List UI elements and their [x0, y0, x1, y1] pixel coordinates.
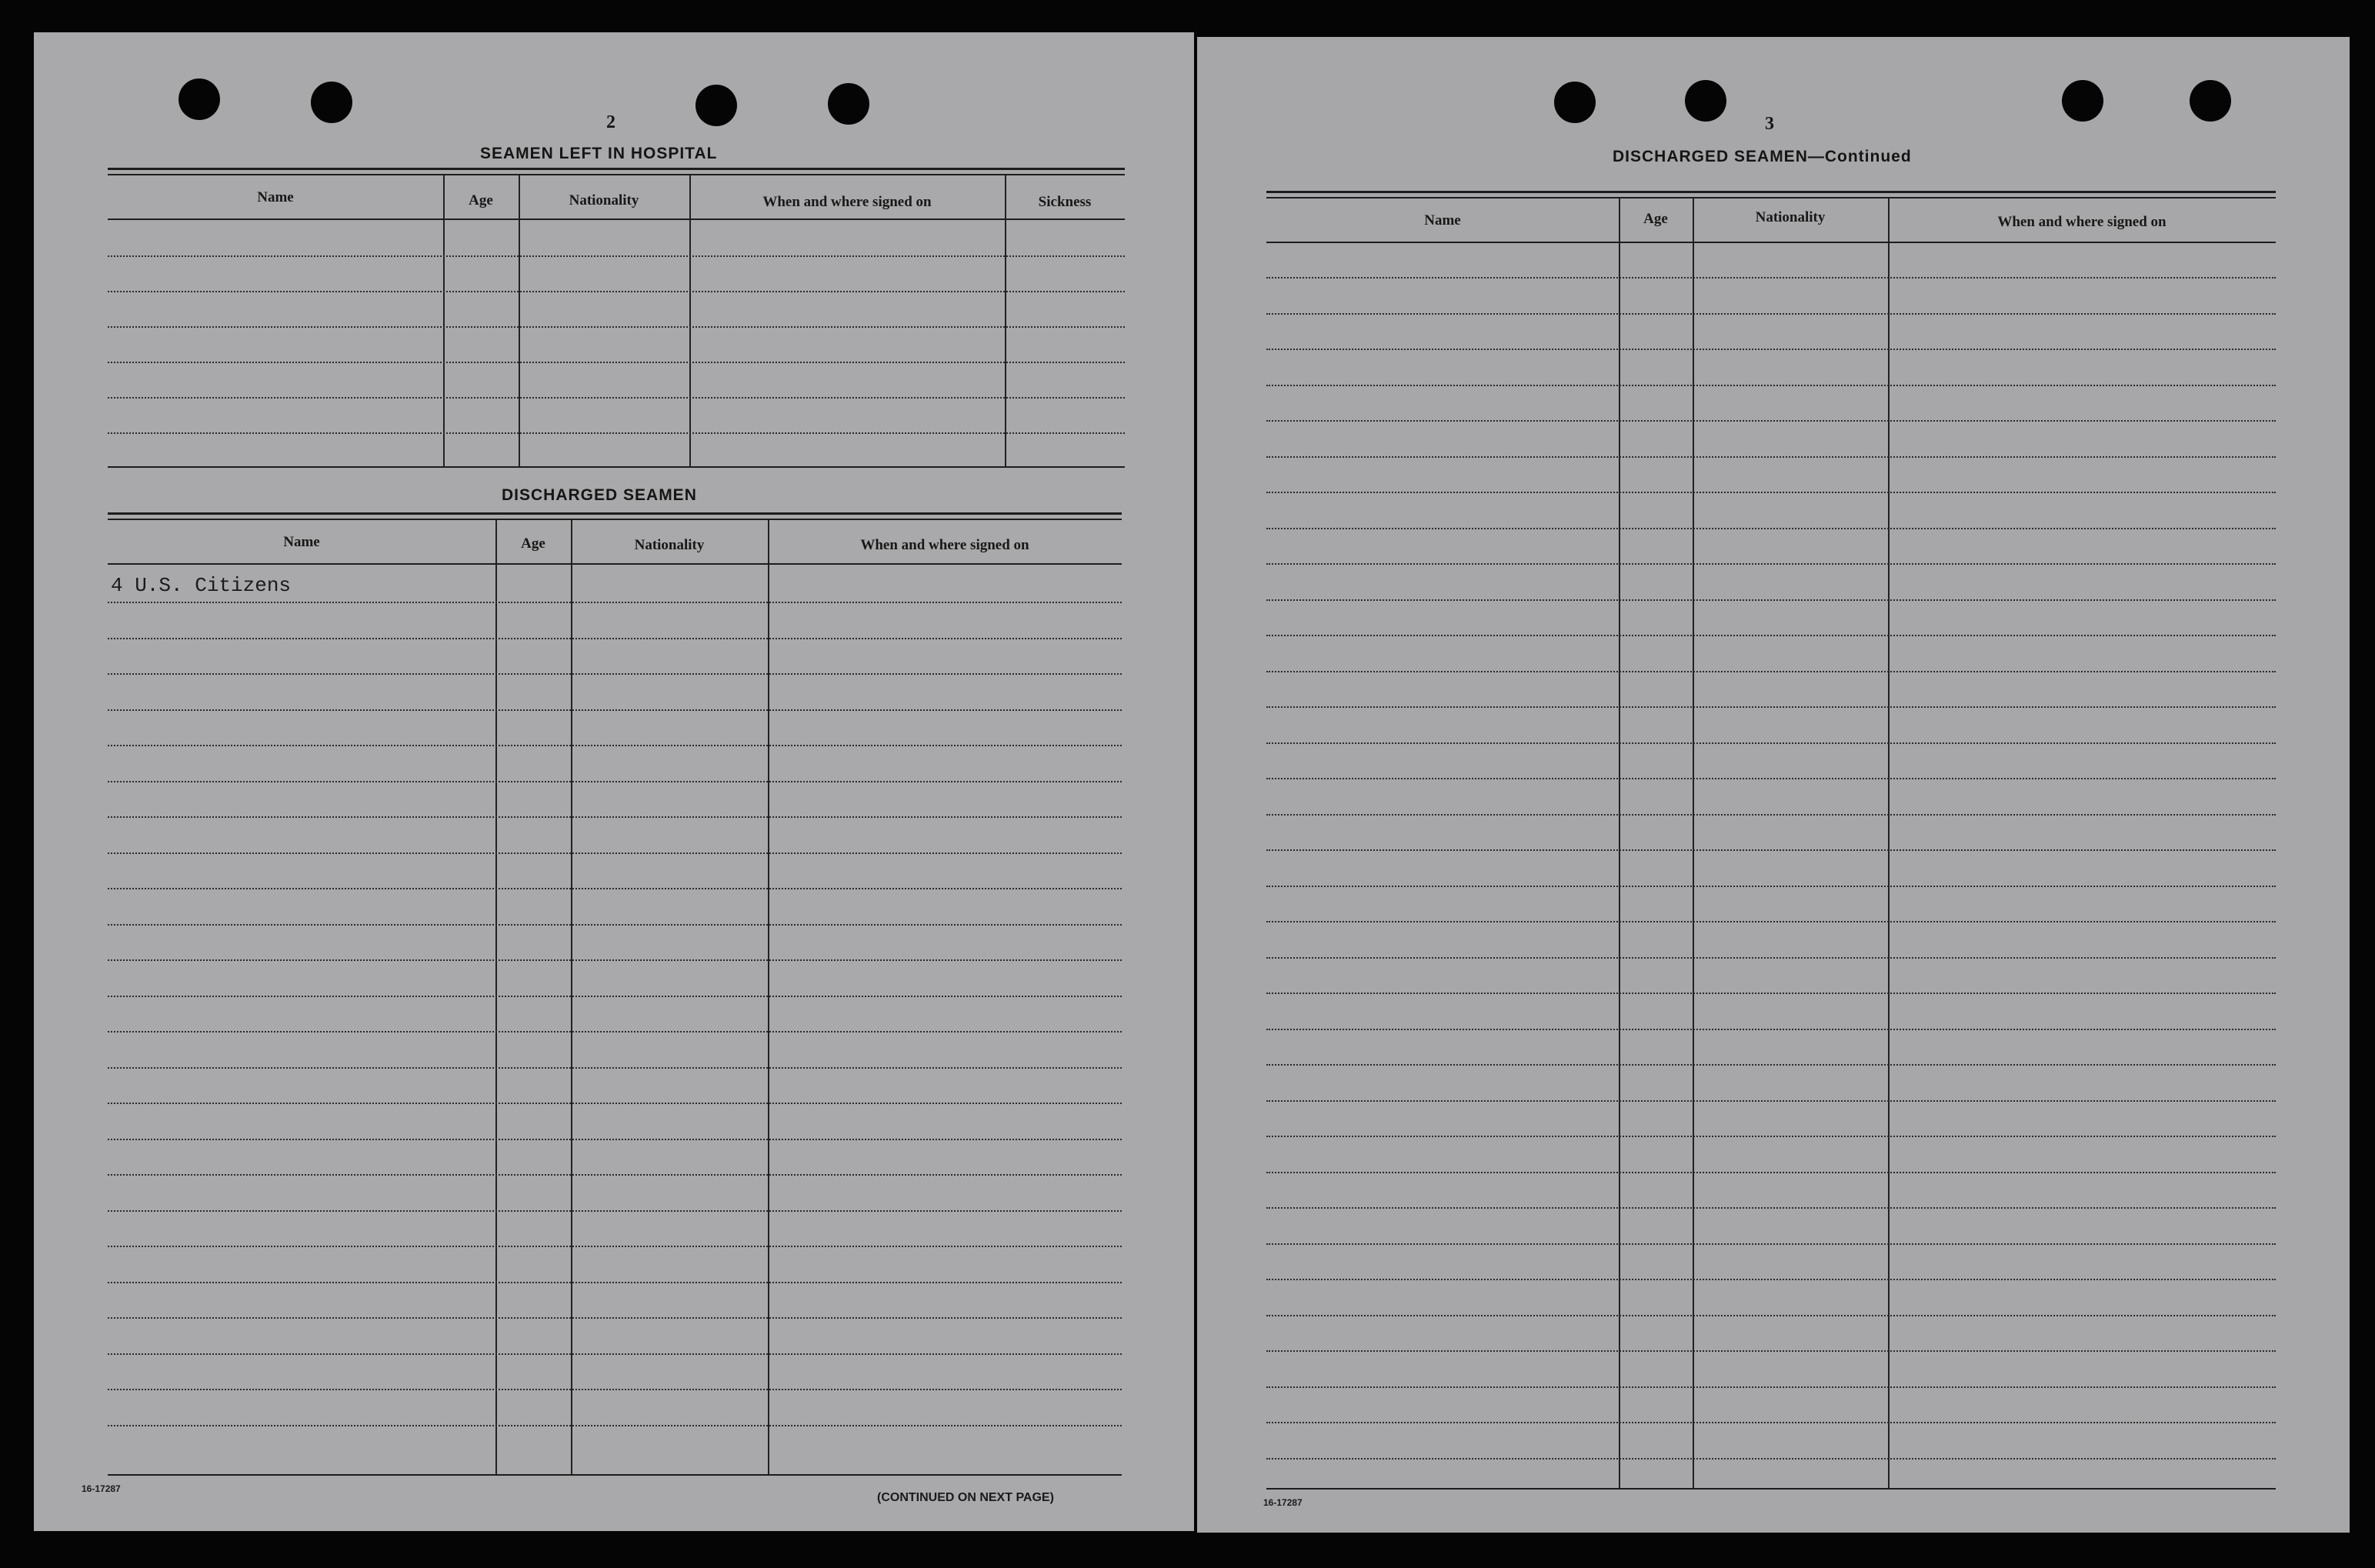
discharged-row-name: 4 U.S. Citizens [111, 574, 292, 597]
table-row-line [108, 959, 1122, 961]
table-row-line [1266, 1279, 2276, 1280]
table-row-line [108, 638, 1122, 639]
table-row-line [1266, 706, 2276, 708]
table-row-line [108, 1282, 1122, 1283]
table-row-line [108, 709, 1122, 711]
column-header-nationality: Nationality [1755, 209, 1826, 225]
table-row-line [1266, 528, 2276, 529]
punch-hole-icon [2062, 80, 2103, 122]
table-row-line [1266, 1315, 2276, 1316]
punch-hole-icon [2190, 80, 2231, 122]
table-row-line [1266, 993, 2276, 994]
table-row-line [1266, 1207, 2276, 1209]
table-row-line [108, 1425, 1122, 1426]
column-header-signed-on: When and where signed on [762, 194, 932, 210]
column-header-age: Age [469, 192, 493, 209]
discharged-table [108, 512, 1122, 1516]
form-number: 16-17287 [1263, 1497, 1303, 1508]
hospital-section-title: SEAMEN LEFT IN HOSPITAL [480, 145, 718, 162]
column-header-name: Name [283, 534, 320, 550]
table-row-line [108, 745, 1122, 746]
table-row-line [1266, 921, 2276, 922]
table-row-line [108, 1103, 1122, 1104]
table-row-line [108, 1210, 1122, 1212]
column-header-age: Age [1643, 211, 1668, 227]
table-row-line [1266, 778, 2276, 779]
table-row-line [1266, 385, 2276, 386]
table-row-line [1266, 277, 2276, 279]
discharged-continued-title: DISCHARGED SEAMEN—Continued [1613, 148, 1912, 165]
table-row-line [108, 1389, 1122, 1390]
column-header-name: Name [1424, 212, 1461, 229]
table-row-line [1266, 1136, 2276, 1137]
table-row-line [1266, 1350, 2276, 1352]
table-row-line [108, 673, 1122, 675]
right-page [1197, 37, 2350, 1533]
table-row-line [1266, 563, 2276, 565]
table-row-line [1266, 635, 2276, 636]
table-row-line [108, 1317, 1122, 1319]
continued-footer: (CONTINUED ON NEXT PAGE) [877, 1491, 1054, 1504]
table-row-line [1266, 599, 2276, 601]
punch-hole-icon [1554, 82, 1596, 123]
table-row-line [108, 1067, 1122, 1069]
table-row-line [108, 1139, 1122, 1140]
table-row-line [1266, 957, 2276, 959]
table-bottom-rule [1266, 1488, 2276, 1490]
table-row-line [1266, 814, 2276, 816]
table-row-line [1266, 849, 2276, 851]
column-header-signed-on: When and where signed on [860, 537, 1029, 553]
table-row-line [1266, 1386, 2276, 1388]
table-row-line [108, 1353, 1122, 1355]
table-row-line [1266, 1422, 2276, 1423]
table-row-line [1266, 492, 2276, 493]
table-row-line [108, 888, 1122, 889]
column-header-name: Name [257, 189, 294, 205]
column-header-signed-on: When and where signed on [1997, 214, 2167, 230]
punch-hole-icon [311, 82, 352, 123]
table-row-line [1266, 456, 2276, 458]
table-row-line [1266, 420, 2276, 422]
discharged-continued-table [1266, 191, 2276, 1522]
discharged-section-title: DISCHARGED SEAMEN [502, 486, 697, 504]
table-row-line [1266, 671, 2276, 672]
column-header-age: Age [521, 535, 545, 552]
table-row-line [1266, 1458, 2276, 1460]
column-header-nationality: Nationality [634, 537, 705, 553]
table-row-line [108, 1031, 1122, 1033]
table-row-line [1266, 1243, 2276, 1245]
form-number: 16-17287 [82, 1483, 121, 1494]
table-row-line [108, 1174, 1122, 1176]
table-row-line [1266, 1029, 2276, 1030]
table-row-line [1266, 742, 2276, 744]
table-row-line [1266, 1172, 2276, 1173]
table-row-line [108, 996, 1122, 997]
table-row-line [108, 852, 1122, 854]
page-number: 3 [1765, 114, 1774, 134]
table-row-line [1266, 886, 2276, 887]
hospital-table [108, 168, 1125, 506]
punch-hole-icon [828, 83, 869, 125]
table-row-line [108, 924, 1122, 926]
table-row-line [1266, 1100, 2276, 1102]
column-header-sickness: Sickness [1038, 194, 1092, 210]
table-row-line [1266, 349, 2276, 350]
table-row-line [108, 781, 1122, 782]
table-row-line [1266, 1064, 2276, 1066]
table-row-line [1266, 313, 2276, 315]
table-bottom-rule [108, 1474, 1122, 1476]
left-page [34, 32, 1194, 1531]
page-number: 2 [606, 112, 615, 132]
table-row-line [108, 1246, 1122, 1247]
punch-hole-icon [695, 85, 737, 126]
punch-hole-icon [178, 78, 220, 120]
table-row-line [108, 816, 1122, 818]
column-header-nationality: Nationality [569, 192, 639, 209]
punch-hole-icon [1685, 80, 1726, 122]
table-row-line [108, 602, 1122, 603]
